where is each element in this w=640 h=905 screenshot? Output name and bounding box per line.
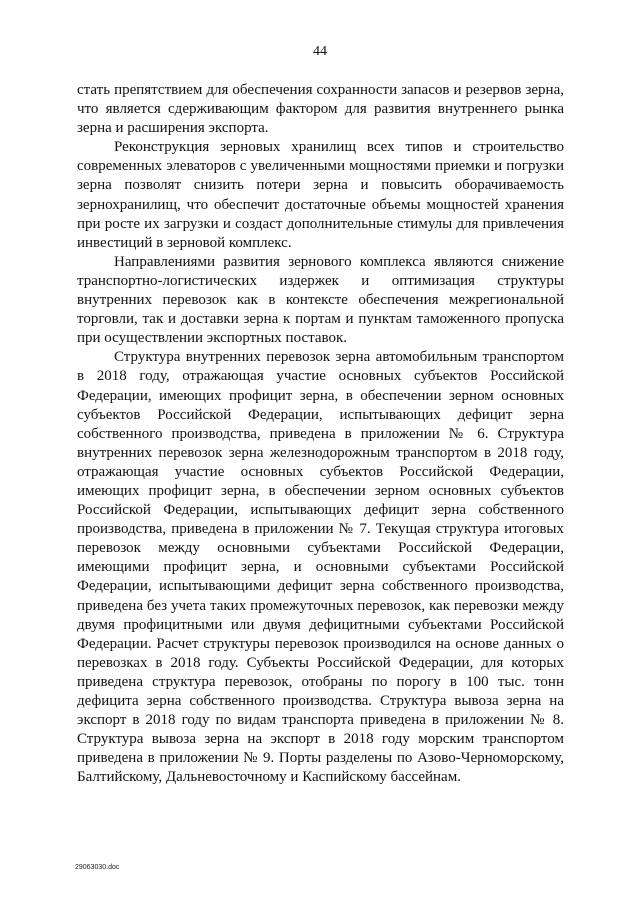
page-number: 44	[313, 44, 327, 59]
file-name-footer: 29063030.doc	[75, 864, 120, 871]
paragraph-continued: стать препятствием для обеспечения сохранности запасов и резервов зерна, что является сдерживающим фактором для развития внутреннего рынка зерна и расширения экспорта.	[77, 82, 564, 137]
paragraph-development-directions: Направлениями развития зернового комплекса являются снижение транспортно-логистических издержек и оптимизация структуры внутренних перевозок как в контексте обеспечения межрегиональной торговли, так и доставки зерна к портам и пунктам таможенного пропуска при осуществлении экспортных поставок.	[77, 253, 564, 347]
paragraph-reconstruction: Реконструкция зерновых хранилищ всех типов и строительство современных элеваторов с увеличенными мощностями приемки и погрузки зерна позволят снизить потери зерна и повысить оборачиваемость зернохранилищ, что обеспечит достаточные объемы мощностей хранения при росте их загрузки и создаст дополнительные стимулы для привлечения инвестиций в зерновой комплекс.	[77, 139, 564, 251]
document-body	[77, 81, 564, 787]
paragraph-transport-structure: Структура внутренних перевозок зерна автомобильным транспортом в 2018 году, отражающая участие основных субъектов Российской Федерации, имеющих профицит зерна, в обеспечении зерном основных субъектов Российской Федерации, испытывающих дефицит зерна собственного производства, приведена в приложении № 6. Структура внутренних перевозок зерна железнодорожным транспортом в 2018 году, отражающая участие основных субъектов Российской Федерации, имеющих профицит зерна, в обеспечении зерном основных субъектов Российской Федерации, испытывающих дефицит зерна собственного производства, приведена в приложении № 7. Текущая структура итоговых перевозок между основными субъектами Российской Федерации, имеющими профицит зерна, и основными субъектами Российской Федерации, испытывающими дефицит зерна собственного производства, приведена без учета таких промежуточных перевозок, как перевозки между двумя профицитными или двумя дефицитными субъектами Российской Федерации. Расчет структуры перевозок производился на основе данных о перевозках в 2018 году. Субъекты Российской Федерации, для которых приведена структура перевозок, отобраны по порогу в 100 тыс. тонн дефицита зерна собственного производства. Структура вывоза зерна на экспорт в 2018 году по видам транспорта приведена в приложении № 8. Структура вывоза зерна на экспорт в 2018 году морским транспортом приведена в приложении № 9. Порты разделены по Азово-Черноморскому, Балтийскому, Дальневосточному и Каспийскому бассейнам.	[77, 349, 564, 786]
